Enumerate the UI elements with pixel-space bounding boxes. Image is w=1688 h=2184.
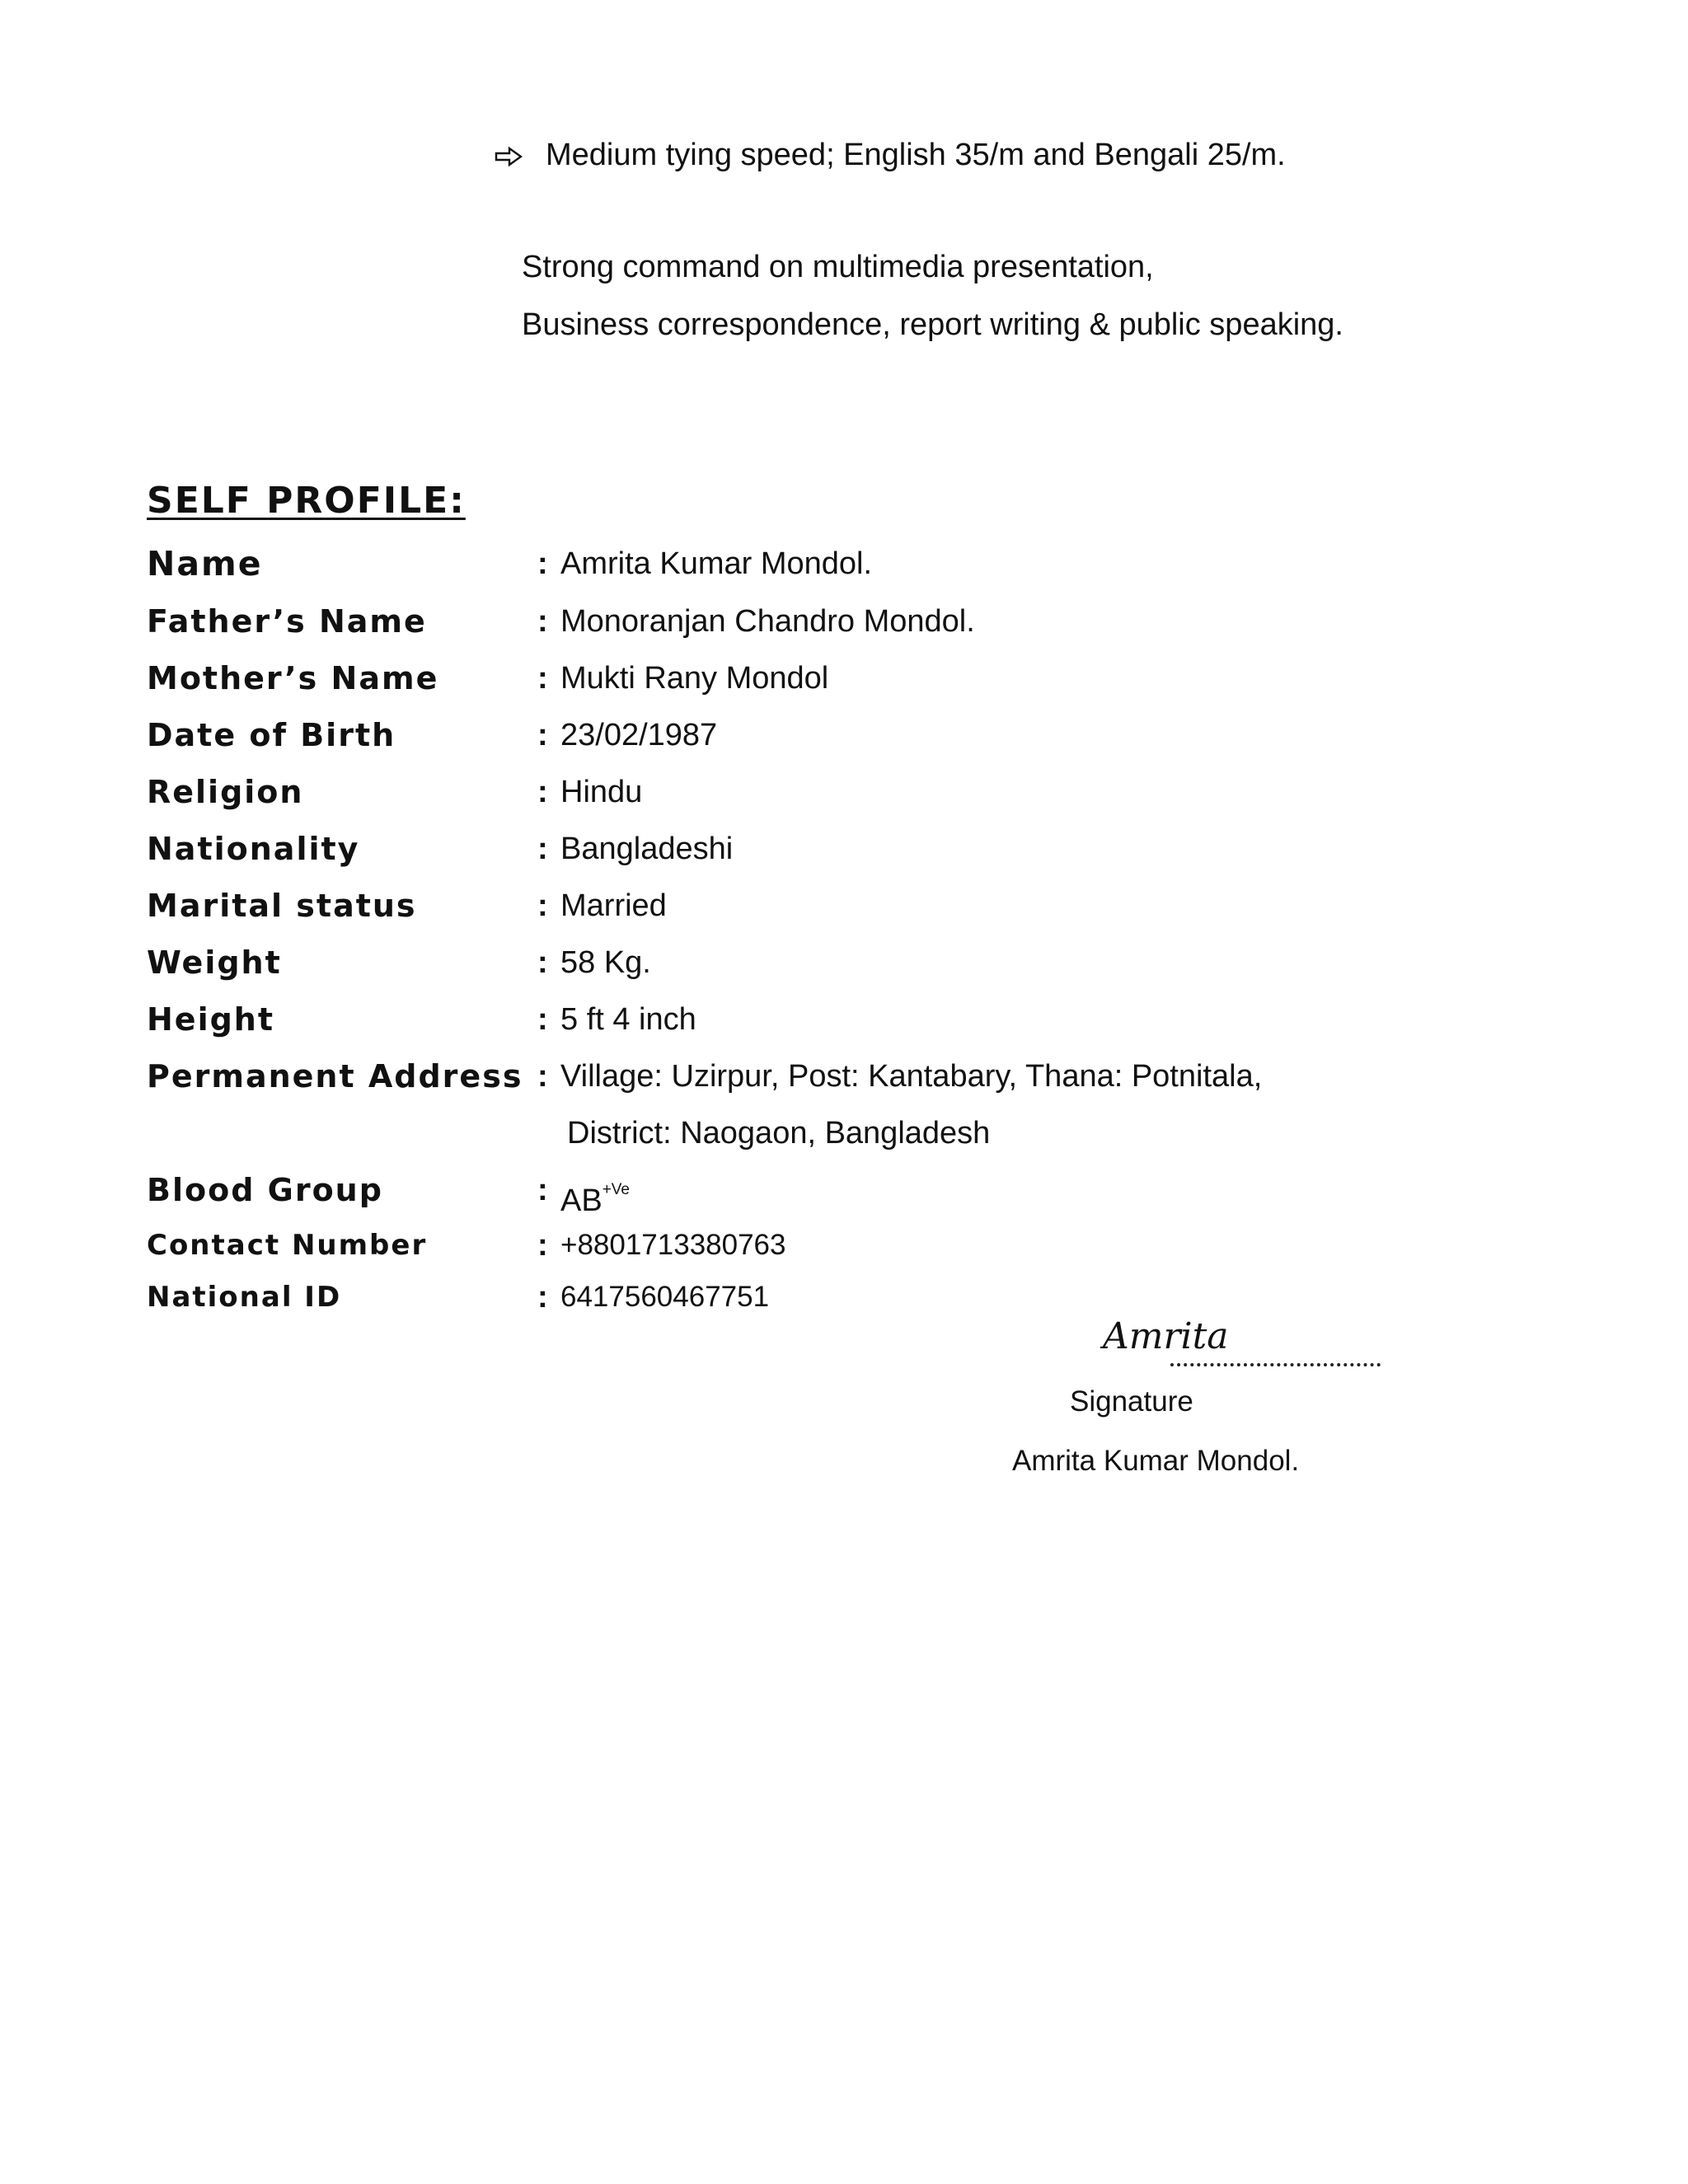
profile-row-contact-number xyxy=(0,1222,1688,1272)
row-value: 5 ft 4 inch xyxy=(560,1002,696,1037)
skills-line: Business correspondence, report writing & public speaking. xyxy=(522,307,1343,342)
profile-row-height xyxy=(0,996,1688,1046)
row-label: Nationality xyxy=(147,831,360,867)
row-label: National ID xyxy=(147,1281,342,1314)
row-colon: : xyxy=(537,546,548,581)
row-label: Weight xyxy=(147,944,282,981)
profile-row-national-id xyxy=(0,1274,1688,1324)
profile-row-religion xyxy=(0,769,1688,818)
skills-bullet xyxy=(495,132,1286,180)
row-value: 6417560467751 xyxy=(560,1281,770,1313)
profile-row-name xyxy=(0,541,1688,590)
profile-row-mother-name xyxy=(0,655,1688,705)
row-colon: : xyxy=(537,604,548,639)
row-colon: : xyxy=(537,832,548,866)
row-colon: : xyxy=(537,1059,548,1094)
row-value: +8801713380763 xyxy=(560,1229,786,1261)
row-label: Name xyxy=(147,544,263,583)
row-label: Mother’s Name xyxy=(147,660,439,696)
row-value: Married xyxy=(560,888,667,923)
row-colon: : xyxy=(537,888,548,923)
row-label: Marital status xyxy=(147,888,417,924)
row-label: Father’s Name xyxy=(147,603,427,640)
handwritten-signature: Amrita xyxy=(1103,1315,1229,1357)
skills-bullet-text: Medium tying speed; English 35/m and Bengali 25/m. xyxy=(546,138,1286,172)
hollow-right-arrow-icon xyxy=(495,134,546,180)
row-colon: : xyxy=(537,1228,548,1263)
row-colon: : xyxy=(537,1002,548,1037)
profile-row-father-name xyxy=(0,598,1688,648)
blood-group-value: AB xyxy=(560,1183,603,1218)
section-heading: SELF PROFILE: xyxy=(147,480,466,522)
row-value: Village: Uzirpur, Post: Kantabary, Thana: Potnitala, xyxy=(560,1059,1263,1094)
profile-row-marital-status xyxy=(0,883,1688,932)
row-colon: : xyxy=(537,945,548,980)
signature-label: Signature xyxy=(1070,1385,1193,1418)
row-colon: : xyxy=(537,718,548,752)
row-value: Bangladeshi xyxy=(560,832,734,866)
row-label: Contact Number xyxy=(147,1229,428,1262)
row-colon: : xyxy=(537,775,548,809)
profile-row-nationality xyxy=(0,826,1688,875)
profile-row-blood-group xyxy=(0,1167,1688,1216)
row-colon: : xyxy=(537,1280,548,1315)
row-value: 58 Kg. xyxy=(560,945,651,980)
row-colon: : xyxy=(537,661,548,696)
profile-row-permanent-address xyxy=(0,1053,1688,1103)
row-value: Mukti Rany Mondol xyxy=(560,661,829,696)
row-label: Permanent Address xyxy=(147,1058,523,1094)
profile-row-weight xyxy=(0,940,1688,989)
blood-group-rh: +Ve xyxy=(602,1181,630,1198)
row-value: Monoranjan Chandro Mondol. xyxy=(560,604,975,639)
row-label: Blood Group xyxy=(147,1172,383,1208)
profile-row-date-of-birth xyxy=(0,712,1688,762)
row-value: Hindu xyxy=(560,775,643,809)
signature-dotted-line xyxy=(1170,1363,1381,1366)
row-label: Religion xyxy=(147,774,304,810)
row-value: Amrita Kumar Mondol. xyxy=(560,546,873,581)
signatory-name: Amrita Kumar Mondol. xyxy=(1012,1445,1300,1477)
address-continuation: District: Naogaon, Bangladesh xyxy=(567,1116,991,1151)
row-label: Height xyxy=(147,1001,275,1038)
row-value xyxy=(560,1167,630,1224)
row-value: 23/02/1987 xyxy=(560,718,718,752)
skills-line: Strong command on multimedia presentation, xyxy=(522,250,1154,284)
row-label: Date of Birth xyxy=(147,717,396,753)
row-colon: : xyxy=(537,1173,548,1207)
